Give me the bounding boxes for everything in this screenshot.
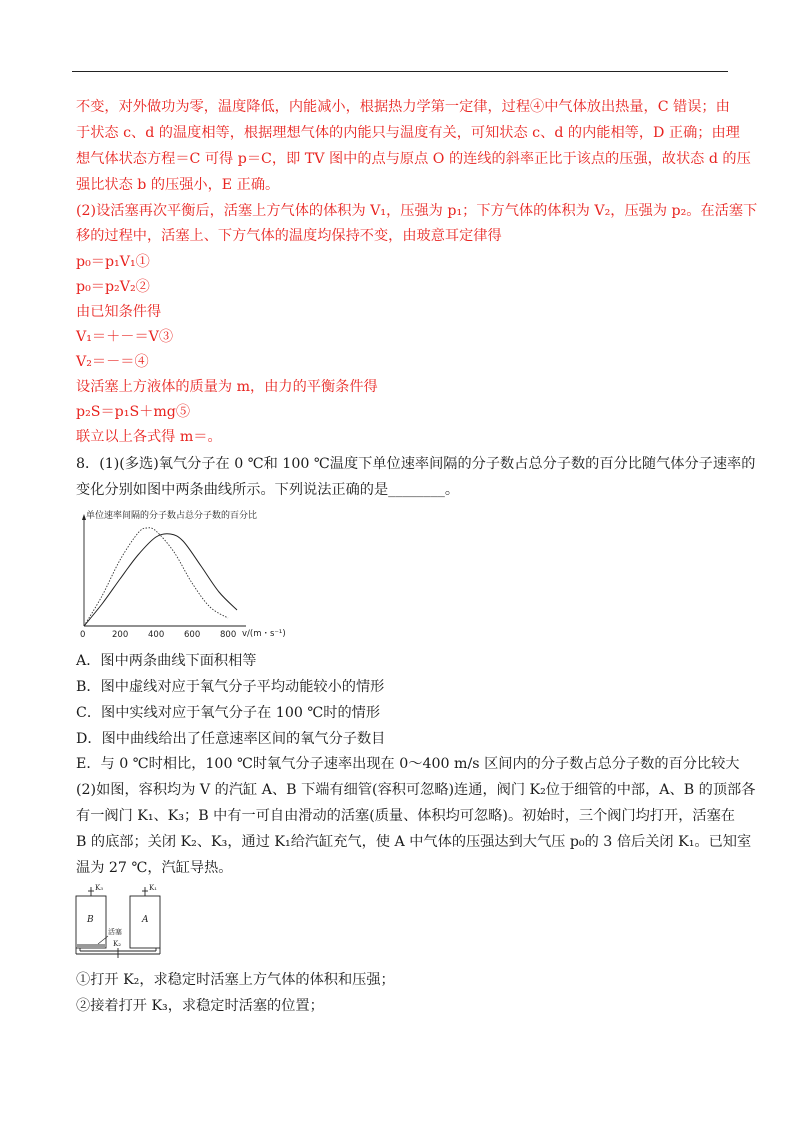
- answer-line: 由已知条件得: [76, 304, 162, 320]
- sub-question-1: ①打开 K₂，求稳定时活塞上方气体的体积和压强；: [76, 972, 395, 988]
- answer-line: 于状态 c、d 的温度相等，根据理想气体的内能只与温度有关，可知状态 c、d 的内能相等，D 正确；由理: [76, 125, 740, 141]
- k1-label: K₁: [149, 884, 158, 892]
- cylinder-apparatus-diagram: [70, 882, 170, 962]
- equation-3: V₁＝＋－＝V③: [76, 329, 174, 345]
- x-tick-label: 600: [184, 630, 201, 640]
- equation-4: V₂＝－＝④: [76, 354, 149, 370]
- question-line: 8．(1)(多选)氧气分子在 0 ℃和 100 ℃温度下单位速率间隔的分子数占总分子数的百分比随气体分子速率的: [76, 456, 756, 472]
- answer-line: 想气体状态方程＝C 可得 p＝C，即 TV 图中的点与原点 O 的连线的斜率正比于该点的压强，故状态 d 的压: [76, 151, 751, 167]
- answer-line: 设活塞上方液体的质量为 m，由力的平衡条件得: [76, 379, 378, 395]
- k2-label: K₂: [113, 940, 122, 948]
- x-tick-label: 400: [148, 630, 165, 640]
- question-line: 变化分别如图中两条曲线所示。下列说法正确的是________。: [76, 482, 460, 498]
- equation-2: p₀＝p₂V₂②: [76, 279, 150, 295]
- option-c: C．图中实线对应于氧气分子在 100 ℃时的情形: [76, 705, 381, 721]
- option-b: B．图中虚线对应于氧气分子平均动能较小的情形: [76, 679, 385, 695]
- answer-line: 联立以上各式得 m＝。: [76, 429, 222, 445]
- sub-question-2: ②接着打开 K₃，求稳定时活塞的位置；: [76, 998, 324, 1014]
- k3-label: K₃: [95, 884, 104, 892]
- equation-1: p₀＝p₁V₁①: [76, 254, 150, 270]
- option-a: A．图中两条曲线下面积相等: [76, 653, 257, 669]
- chart-title: 单位速率间隔的分子数占总分子数的百分比: [86, 511, 258, 521]
- part2-line: 有一阀门 K₁、K₃；B 中有一可自由滑动的活塞(质量、体积均可忽略)。初始时，三个阀门均打开，活塞在: [76, 808, 735, 824]
- curve-100c-solid: [84, 534, 237, 626]
- header-rule: [72, 71, 728, 72]
- x-tick-label: 800: [220, 630, 237, 640]
- equation-5: p₂S＝p₁S＋mg⑤: [76, 404, 191, 420]
- cylinder-b-label: B: [87, 915, 94, 925]
- cylinder-a-label: A: [142, 915, 149, 925]
- x-axis-label: v/(m・s⁻¹): [242, 629, 286, 639]
- part2-line: (2)如图，容积均为 V 的汽缸 A、B 下端有细管(容积可忽略)连通，阀门 K₂位于细管的中部，A、B 的顶部各: [76, 782, 756, 798]
- x-tick-label: 200: [112, 630, 129, 640]
- curve-0c-dotted: [84, 528, 228, 626]
- answer-line: 不变，对外做功为零，温度降低，内能减小，根据热力学第一定律，过程④中气体放出热量，C 错误；由: [76, 99, 730, 115]
- answer-line: 移的过程中，活塞上、下方气体的温度均保持不变，由玻意耳定律得: [76, 228, 502, 244]
- piston: [77, 944, 105, 947]
- option-d: D．图中曲线给出了任意速率区间的氧气分子数目: [76, 731, 386, 747]
- x-tick-label: 0: [80, 630, 86, 640]
- answer-line: (2)设活塞再次平衡后，活塞上方气体的体积为 V₁，压强为 p₁；下方气体的体积为 V₂，压强为 p₂。在活塞下: [76, 203, 758, 219]
- option-e: E．与 0 ℃时相比，100 ℃时氧气分子速率出现在 0～400 m/s 区间内的分子数占总分子数的百分比较大: [76, 756, 740, 772]
- answer-line: 强比状态 b 的压强小，E 正确。: [76, 177, 280, 193]
- part2-line: 温为 27 ℃，汽缸导热。: [76, 860, 233, 876]
- part2-line: B 的底部；关闭 K₂、K₃，通过 K₁给汽缸充气，使 A 中气体的压强达到大气压 p₀的 3 倍后关闭 K₁。已知室: [76, 834, 752, 850]
- piston-label: 活塞: [108, 928, 122, 936]
- speed-distribution-chart: [72, 506, 292, 644]
